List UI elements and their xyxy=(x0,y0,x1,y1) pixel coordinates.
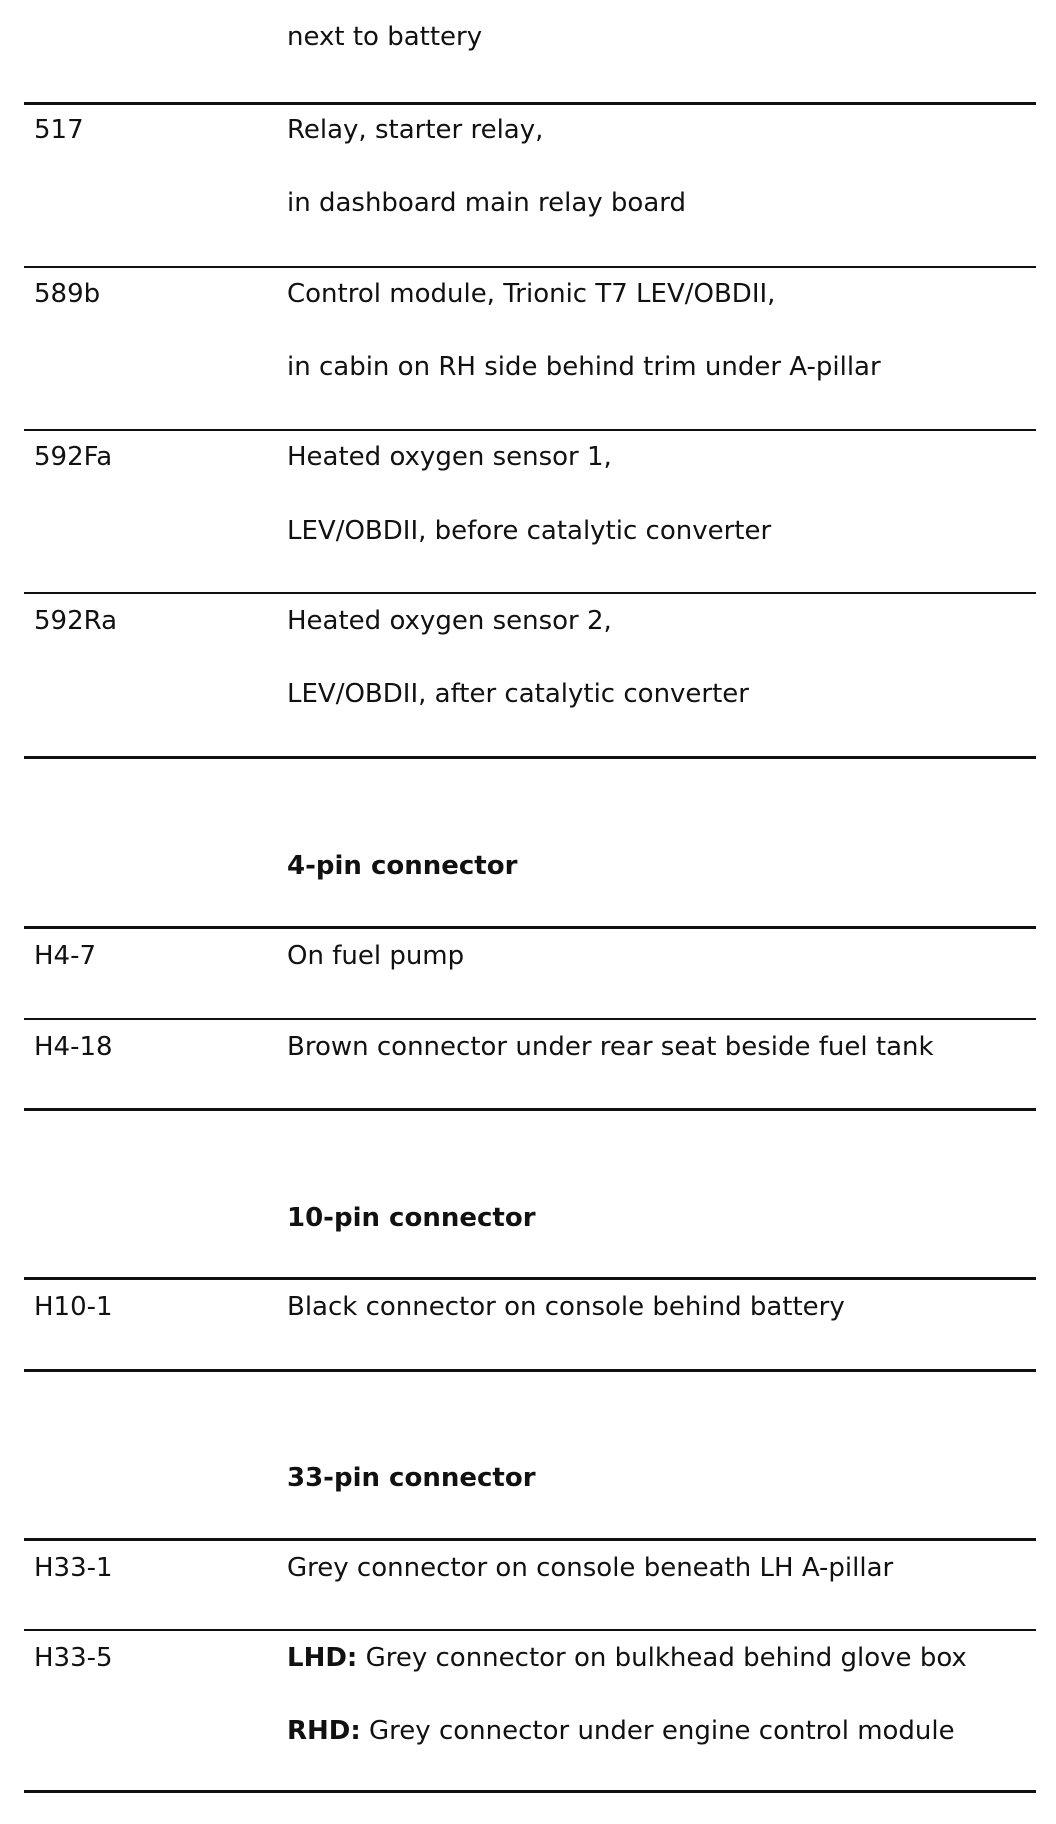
component-code: 592Fa xyxy=(34,442,113,472)
continuation-text: next to battery xyxy=(287,22,483,52)
table-rule xyxy=(24,1369,1036,1372)
rhd-location xyxy=(287,1718,955,1744)
component-location: in dashboard main relay board xyxy=(287,188,687,218)
component-location: in cabin on RH side behind trim under A-pillar xyxy=(287,352,881,382)
component-description: Heated oxygen sensor 2, xyxy=(287,606,612,636)
section-heading: 4-pin connector xyxy=(287,851,518,881)
connector-code: H10-1 xyxy=(34,1292,113,1322)
component-location: LEV/OBDII, before catalytic converter xyxy=(287,516,772,546)
section-heading: 33-pin connector xyxy=(287,1463,536,1493)
rhd-text: Grey connector under engine control module xyxy=(369,1716,955,1746)
connector-code: H33-1 xyxy=(34,1553,113,1583)
table-rule xyxy=(24,1277,1036,1280)
component-description: Control module, Trionic T7 LEV/OBDII, xyxy=(287,279,776,309)
connector-code: H4-7 xyxy=(34,941,97,971)
table-rule xyxy=(24,1629,1036,1631)
section-heading: 10-pin connector xyxy=(287,1203,536,1233)
connector-location: Black connector on console behind battery xyxy=(287,1292,845,1322)
table-rule xyxy=(24,102,1036,105)
component-code: 589b xyxy=(34,279,101,309)
table-rule xyxy=(24,266,1036,268)
table-rule xyxy=(24,1538,1036,1541)
table-rule xyxy=(24,1018,1036,1020)
table-rule xyxy=(24,926,1036,929)
table-rule xyxy=(24,1790,1036,1793)
rhd-label: RHD: xyxy=(287,1716,361,1746)
lhd-label: LHD: xyxy=(287,1643,358,1673)
component-description: Heated oxygen sensor 1, xyxy=(287,442,612,472)
connector-code: H33-5 xyxy=(34,1643,113,1673)
table-rule xyxy=(24,592,1036,594)
connector-location: Grey connector on console beneath LH A-pillar xyxy=(287,1553,894,1583)
table-rule xyxy=(24,1108,1036,1111)
lhd-text: Grey connector on bulkhead behind glove box xyxy=(365,1643,967,1673)
component-code: 517 xyxy=(34,115,84,145)
lhd-location xyxy=(287,1645,967,1671)
component-code: 592Ra xyxy=(34,606,118,636)
connector-location: On fuel pump xyxy=(287,941,465,971)
table-rule xyxy=(24,429,1036,431)
connector-location: Brown connector under rear seat beside fuel tank xyxy=(287,1032,934,1062)
table-rule xyxy=(24,756,1036,759)
component-description: Relay, starter relay, xyxy=(287,115,544,145)
connector-code: H4-18 xyxy=(34,1032,113,1062)
component-location: LEV/OBDII, after catalytic converter xyxy=(287,679,749,709)
